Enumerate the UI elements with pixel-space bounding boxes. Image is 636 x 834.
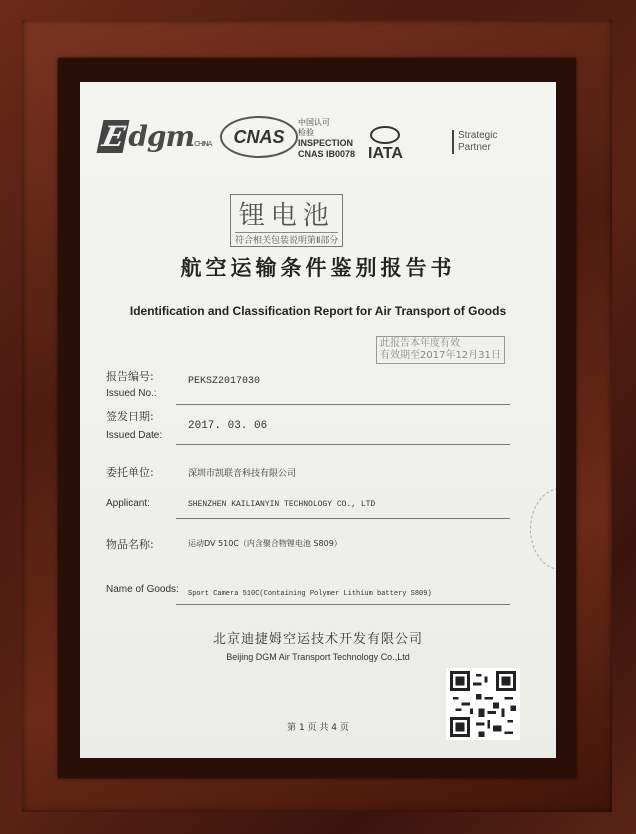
issued-date-value: 2017. 03. 06 — [188, 420, 268, 432]
divider — [176, 404, 510, 405]
issued-no-value: PEKSZ2017030 — [188, 376, 261, 387]
goods-label-en: Name of Goods: — [106, 584, 179, 595]
divider — [176, 444, 510, 445]
page-number: 第 1 页 共 4 页 — [287, 723, 349, 733]
company-name-en: Beijing DGM Air Transport Technology Co.,Ltd — [226, 652, 410, 662]
company-name-cn: 北京迪捷姆空运技术开发有限公司 — [212, 632, 423, 647]
title-english: Identification and Classification Report for Air Transport of Goods — [129, 304, 507, 318]
inspection-accreditation: 中国认可 检验 INSPECTION CNAS IB0078 — [298, 118, 356, 159]
issued-no-label-en: Issued No.: — [106, 388, 157, 399]
title-chinese: 航空运输条件鉴别报告书 — [180, 256, 456, 280]
divider — [176, 518, 510, 519]
applicant-label-en: Applicant: — [106, 498, 150, 509]
seal-stamp-edge — [530, 488, 556, 570]
issued-no-label-cn: 报告编号: — [106, 370, 154, 383]
goods-value-cn: 运动DV 510C（内含聚合物锂电池 S809） — [188, 539, 342, 548]
battery-stamp: 锂电池 符合相关包装说明第Ⅱ部分 — [230, 194, 343, 247]
goods-label-cn: 物品名称: — [106, 538, 154, 551]
strategic-partner: Strategic Partner — [452, 130, 497, 154]
goods-value-en: Sport Camera 510C(Containing Polymer Lithium battery S809) — [188, 590, 432, 598]
iata-logo: IATA — [368, 126, 403, 163]
applicant-label-cn: 委托单位: — [106, 466, 154, 479]
applicant-value-en: SHENZHEN KAILIANYIN TECHNOLOGY CO., LTD — [188, 500, 376, 509]
cnas-logo: CNAS — [220, 116, 298, 158]
divider — [176, 604, 510, 605]
edgm-logo: EdgmCHINA — [100, 120, 211, 153]
issued-date-label-en: Issued Date: — [106, 430, 163, 441]
applicant-value-cn: 深圳市凯联音科技有限公司 — [188, 469, 297, 479]
globe-icon — [370, 126, 400, 144]
issued-date-label-cn: 签发日期: — [106, 410, 154, 423]
validity-stamp: 此报告本年度有效 有效期至2017年12月31日 — [376, 336, 505, 364]
certificate-paper — [80, 82, 556, 758]
